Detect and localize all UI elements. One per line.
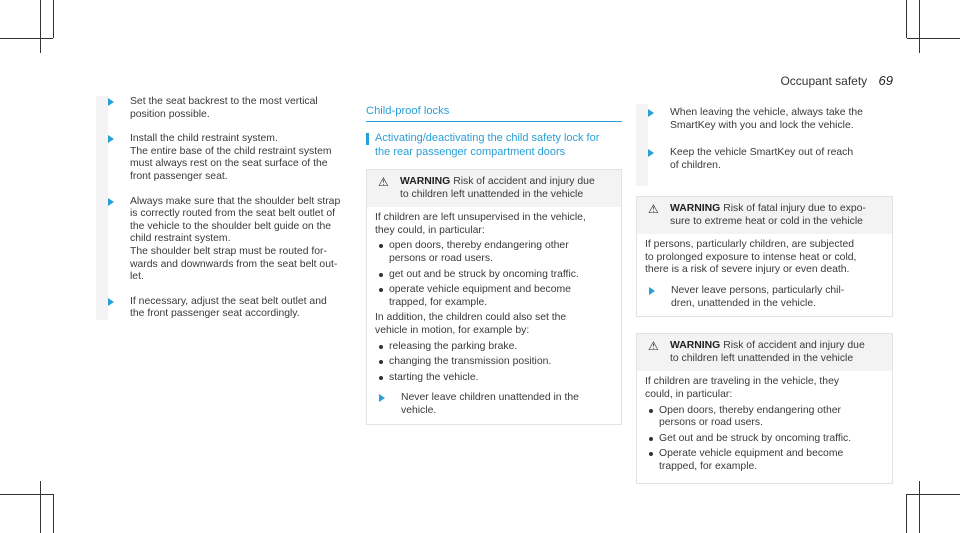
warning-headline: Risk of fatal injury due to expo- xyxy=(723,203,866,214)
list-item-line: changing the transmission position. xyxy=(389,356,552,368)
step-line: wards and downwards from the seat belt out- xyxy=(130,258,338,270)
warning-triangle-icon: ⚠ xyxy=(648,339,659,354)
step-arrow-icon xyxy=(108,135,114,143)
step-line: Always make sure that the shoulder belt strap xyxy=(130,195,341,207)
warning-label: WARNING xyxy=(400,176,451,187)
body-line: to prolonged exposure to intense heat or cold, xyxy=(645,251,857,263)
step-line: Keep the vehicle SmartKey out of reach xyxy=(670,147,854,159)
list-item-line: operate vehicle equipment and become xyxy=(389,284,571,296)
list-item xyxy=(645,433,884,446)
warning-header xyxy=(367,170,621,207)
warning-triangle-icon: ⚠ xyxy=(378,175,389,189)
step-line: the vehicle to the shoulder belt guide on the xyxy=(130,220,332,232)
step-line: must always rest on the seat surface of the xyxy=(130,158,328,170)
warning-header xyxy=(637,334,892,371)
step-line: The shoulder belt strap must be routed for- xyxy=(130,245,327,257)
body-line: could, in particular: xyxy=(645,388,733,400)
warning-box xyxy=(366,169,622,425)
step-line: dren, unattended in the vehicle. xyxy=(671,297,816,309)
instruction-step xyxy=(96,133,348,183)
step-line: of children. xyxy=(670,159,721,171)
right-column xyxy=(636,104,893,484)
step-line: SmartKey with you and lock the vehicle. xyxy=(670,119,854,131)
body-line: If children are traveling in the vehicle, they xyxy=(645,376,840,388)
bullet-icon xyxy=(649,437,653,441)
body-line: there is a risk of severe injury or even death. xyxy=(645,264,850,276)
warning-body xyxy=(637,234,892,316)
list-item-line: persons or road users. xyxy=(659,417,763,429)
crop-mark xyxy=(0,38,53,39)
list-item-line: releasing the parking brake. xyxy=(389,340,518,352)
page-number: 69 xyxy=(878,73,893,88)
bullet-icon xyxy=(379,360,383,364)
step-line: the front passenger seat accordingly. xyxy=(130,308,300,320)
bullet-list xyxy=(375,240,613,309)
bullet-list xyxy=(375,341,613,385)
crop-mark xyxy=(907,38,960,39)
list-item-line: trapped, for example. xyxy=(389,296,488,308)
running-header xyxy=(780,73,893,88)
subsection-marker xyxy=(366,133,369,145)
step-line: vehicle. xyxy=(401,404,437,416)
crop-mark xyxy=(53,0,54,38)
instruction-step xyxy=(96,296,348,321)
step-line: position possible. xyxy=(130,108,210,120)
bullet-icon xyxy=(649,452,653,456)
step-arrow-icon xyxy=(108,98,114,106)
bullet-icon xyxy=(649,409,653,413)
bullet-icon xyxy=(379,244,383,248)
warning-body xyxy=(367,207,621,423)
crop-mark xyxy=(53,494,54,533)
warning-headline: Risk of accident and injury due xyxy=(453,176,595,187)
step-line: Never leave children unattended in the xyxy=(401,392,579,404)
list-item xyxy=(375,269,613,282)
list-item xyxy=(375,356,613,369)
step-arrow-icon xyxy=(108,298,114,306)
list-item xyxy=(645,405,884,430)
bullet-icon xyxy=(379,376,383,380)
body-line: If persons, particularly children, are subjected xyxy=(645,239,855,251)
step-arrow-icon xyxy=(379,394,385,402)
warning-headline: Risk of accident and injury due xyxy=(723,340,865,352)
list-item xyxy=(375,240,613,265)
crop-mark xyxy=(919,0,920,53)
step-arrow-icon xyxy=(648,109,654,117)
step-line: If necessary, adjust the seat belt outlet and xyxy=(130,295,327,307)
warning-label: WARNING xyxy=(670,203,721,214)
subsection-title-line: the rear passenger compartment doors xyxy=(375,145,566,158)
step-line: Install the child restraint system. xyxy=(130,133,278,145)
body-line: they could, in particular: xyxy=(375,224,485,236)
instruction-step xyxy=(96,196,348,284)
list-item-line: Open doors, thereby endangering other xyxy=(659,404,841,416)
warning-headline: sure to extreme heat or cold in the vehicle xyxy=(670,215,863,227)
instruction-step xyxy=(375,392,613,417)
subsection-title xyxy=(366,132,622,159)
list-item-line: starting the vehicle. xyxy=(389,371,479,383)
step-line: When leaving the vehicle, always take the xyxy=(670,107,863,118)
step-line: Never leave persons, particularly chil- xyxy=(671,284,845,296)
middle-column xyxy=(366,104,622,425)
crop-mark xyxy=(906,0,907,38)
crop-mark xyxy=(907,494,960,495)
crop-mark xyxy=(0,494,53,495)
warning-box xyxy=(636,196,893,317)
section-name: Occupant safety xyxy=(780,74,868,88)
list-item xyxy=(375,372,613,385)
list-item-line: trapped, for example. xyxy=(659,460,758,472)
list-item-line: open doors, thereby endangering other xyxy=(389,240,569,252)
list-item xyxy=(375,341,613,354)
list-item xyxy=(645,448,884,473)
list-item-line: persons or road users. xyxy=(389,252,493,264)
step-line: Set the seat backrest to the most vertical xyxy=(130,96,318,107)
list-item-line: Operate vehicle equipment and become xyxy=(659,448,844,460)
crop-mark xyxy=(919,481,920,533)
list-item-line: Get out and be struck by oncoming traffic. xyxy=(659,432,852,444)
warning-body xyxy=(637,371,892,482)
step-line: front passenger seat. xyxy=(130,170,228,182)
warning-headline: to children left unattended in the vehicle xyxy=(670,352,854,364)
step-line: child restraint system. xyxy=(130,233,231,245)
left-column xyxy=(96,96,348,320)
warning-header xyxy=(637,197,892,234)
warning-box xyxy=(636,333,893,483)
warning-triangle-icon: ⚠ xyxy=(648,202,659,216)
step-arrow-icon xyxy=(108,198,114,206)
list-item-line: get out and be struck by oncoming traffic. xyxy=(389,268,579,280)
body-line: vehicle in motion, for example by: xyxy=(375,324,530,336)
instruction-step xyxy=(645,285,884,310)
step-line: is correctly routed from the seat belt outlet of xyxy=(130,208,336,220)
bullet-icon xyxy=(379,345,383,349)
step-line: let. xyxy=(130,271,144,283)
body-line: If children are left unsupervised in the vehicle, xyxy=(375,212,586,224)
warning-headline: to children left unattended in the vehicle xyxy=(400,188,584,200)
step-group xyxy=(636,104,893,186)
bullet-icon xyxy=(379,273,383,277)
instruction-step xyxy=(636,147,893,172)
instruction-step xyxy=(96,96,348,121)
warning-label: WARNING xyxy=(670,340,721,352)
crop-mark xyxy=(40,0,41,53)
bullet-list xyxy=(645,405,884,474)
subsection-title-line: Activating/deactivating the child safety lock for xyxy=(375,132,600,144)
section-title: Child-proof locks xyxy=(366,104,622,122)
bullet-icon xyxy=(379,288,383,292)
crop-mark xyxy=(40,481,41,533)
step-arrow-icon xyxy=(648,149,654,157)
list-item xyxy=(375,284,613,309)
body-line: In addition, the children could also set the xyxy=(375,312,567,324)
instruction-step xyxy=(636,104,893,132)
step-arrow-icon xyxy=(649,287,655,295)
step-line: The entire base of the child restraint system xyxy=(130,145,332,157)
crop-mark xyxy=(906,494,907,533)
